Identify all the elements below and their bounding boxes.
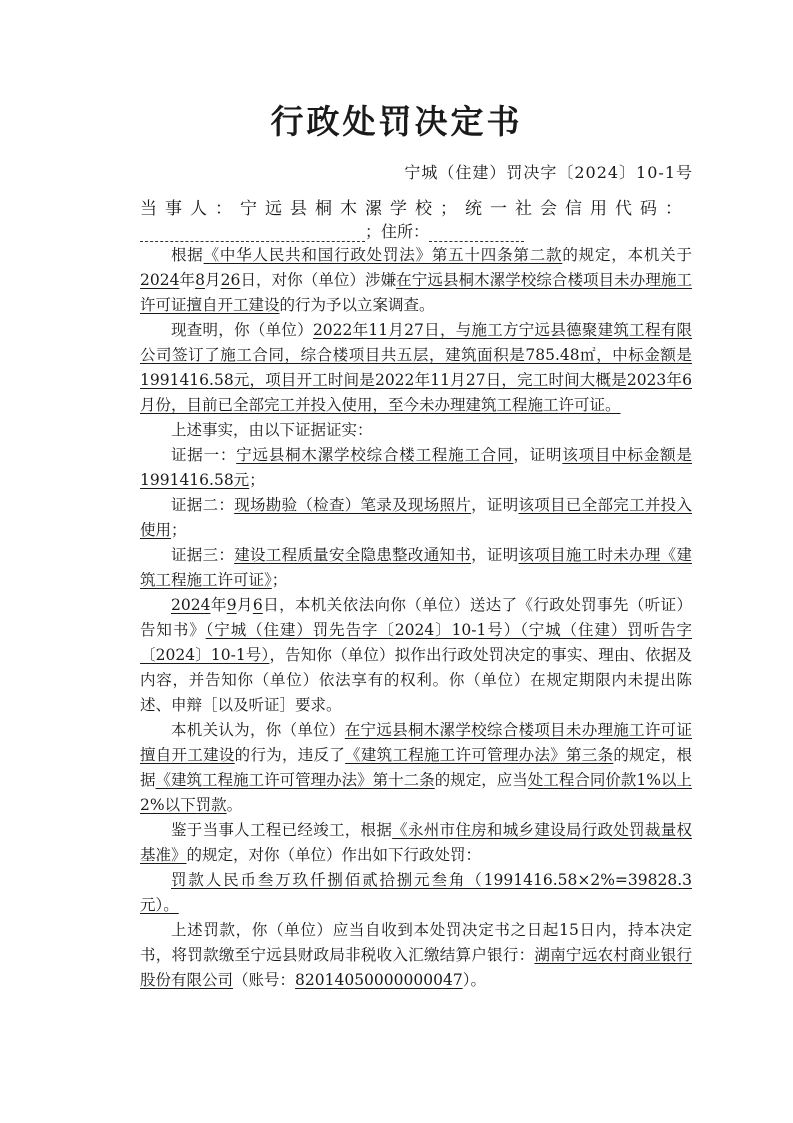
body-text: 证据三： xyxy=(171,546,235,564)
body-text: 证据二： xyxy=(171,496,235,514)
paragraph-p6 xyxy=(140,543,692,593)
underlined-text: 现场勘验（检查）笔录及现场照片 xyxy=(234,496,472,514)
body-text: 上述罚款，你（单位）应当自收到本处罚决定书之日起15日内，持本决定书，将罚款缴至宁远县财政局非税收入汇缴结算户银行： xyxy=(140,921,692,964)
address-line xyxy=(140,219,700,242)
body-text: 年 xyxy=(210,596,227,614)
underlined-text: 6 xyxy=(252,596,263,614)
underlined-text: 在宁远县桐木漯学校综合楼项目未办理施工许可证擅自开工建设 xyxy=(140,271,692,314)
body-text: ）。 xyxy=(462,971,486,989)
redacted-address xyxy=(429,227,524,242)
body-text: ； xyxy=(271,571,288,589)
underlined-text: 该项目施工时未办理《建筑工程施工许可证》 xyxy=(140,546,692,589)
party-line: 当事人：宁远县桐木漯学校；统一社会信用代码： xyxy=(140,199,690,219)
underlined-text: 2024 xyxy=(171,596,211,614)
body-text: 的规定，应当 xyxy=(434,771,528,789)
paragraph-p9 xyxy=(140,818,692,868)
paragraph-p10 xyxy=(140,868,692,918)
body-text: 鉴于当事人工程已经竣工，根据 xyxy=(171,821,393,839)
redacted-credit-code xyxy=(140,227,365,242)
document-number: 宁城（住建）罚决字〔2024〕10-1号 xyxy=(404,163,693,182)
paragraph-p3 xyxy=(140,418,692,443)
underlined-text: 9 xyxy=(226,596,237,614)
body-text: （账号： xyxy=(233,971,296,989)
body-text: 月 xyxy=(204,271,221,289)
paragraph-p1 xyxy=(140,243,692,318)
document-body xyxy=(140,243,692,993)
body-text: 上述事实，由以下证据证实： xyxy=(171,421,373,439)
body-text: 根据 xyxy=(171,246,204,264)
body-text: 月 xyxy=(236,596,253,614)
body-text: 本机关认为，你（单位） xyxy=(171,721,345,739)
underlined-text: 《建筑工程施工许可管理办法》第十二条 xyxy=(155,771,435,789)
paragraph-p7 xyxy=(140,593,692,718)
underlined-text: 2022年11月27日，与施工方宁远县德聚建筑工程有限公司签订了施工合同，综合楼项目共五层，建筑面积是785.48㎡，中标金额是1991416.58元，项目开工时间是2022年11月27日，完工时间大概是2023年6月份，目前已全部完工并投入使用，至今未办理建筑工程施工许可证。 xyxy=(140,321,692,414)
underlined-text: 2024 xyxy=(140,271,180,289)
underlined-text: 处工程合同价款1%以上2%以下罚款 xyxy=(140,771,692,814)
address-label: ；住所： xyxy=(365,222,430,241)
body-text: ，证明 xyxy=(471,496,519,514)
underlined-text: 8 xyxy=(195,271,205,289)
underlined-text: 《中华人民共和国行政处罚法》第五十四条第二款 xyxy=(203,246,563,264)
body-text: 年 xyxy=(179,271,196,289)
body-text: ，证明 xyxy=(513,446,563,464)
body-text: 。 xyxy=(226,796,243,814)
body-text: 的行为，违反了 xyxy=(234,746,346,764)
underlined-text: 湖南宁远农村商业银行股份有限公司 xyxy=(140,946,692,989)
underlined-text: 建设工程质量安全隐患整改通知书 xyxy=(234,546,472,564)
body-text: ； xyxy=(171,521,187,539)
body-text: 的行为予以立案调查。 xyxy=(279,296,435,314)
paragraph-p5 xyxy=(140,493,692,543)
document-title: 行政处罚决定书 xyxy=(270,102,523,141)
body-text: 的规定，根据 xyxy=(140,746,692,789)
paragraph-p11 xyxy=(140,918,692,993)
paragraph-p2 xyxy=(140,318,692,418)
body-text: 日，本机关依法向你（单位）送达了《行政处罚事先（听证）告知书》 xyxy=(140,596,692,639)
paragraph-p4 xyxy=(140,443,692,493)
underlined-text: 《永州市住房和城乡建设局行政处罚裁量权基准》 xyxy=(140,821,692,864)
underlined-text: 该项目已全部完工并投入使用 xyxy=(140,496,692,539)
underlined-text: 26 xyxy=(220,271,241,289)
body-text: 证据一： xyxy=(171,446,237,464)
paragraph-p8 xyxy=(140,718,692,818)
underlined-text: （宁城（住建）罚先告字〔2024〕10-1号）（宁城（住建）罚听告字〔2024〕10-1号） xyxy=(140,621,692,664)
body-text: 的规定，本机关于 xyxy=(562,246,692,264)
underlined-text: 罚款人民币叁万玖仟捌佰贰拾捌元叁角（1991416.58×2%=39828.3元）。 xyxy=(140,871,692,914)
underlined-text: 82014050000000047 xyxy=(295,971,463,989)
underlined-text: 《建筑工程施工许可管理办法》第三条 xyxy=(345,746,614,764)
body-text: ； xyxy=(249,471,265,489)
body-text: ，证明 xyxy=(471,546,519,564)
body-text: 日，对你（单位）涉嫌 xyxy=(240,271,397,289)
underlined-text: 该项目中标金额是1991416.58元 xyxy=(140,446,692,489)
body-text: 的规定，对你（单位）作出如下行政处罚： xyxy=(186,846,482,864)
underlined-text: 宁远县桐木漯学校综合楼工程施工合同 xyxy=(236,446,514,464)
body-text: ，告知你（单位）拟作出行政处罚决定的事实、理由、依据及内容，并告知你（单位）依法享有的权利。你（单位）在规定期限内未提出陈述、申辩［以及听证］要求。 xyxy=(140,646,692,714)
body-text: 现查明，你（单位） xyxy=(171,321,313,339)
underlined-text: 在宁远县桐木漯学校综合楼项目未办理施工许可证擅自开工建设 xyxy=(140,721,692,764)
